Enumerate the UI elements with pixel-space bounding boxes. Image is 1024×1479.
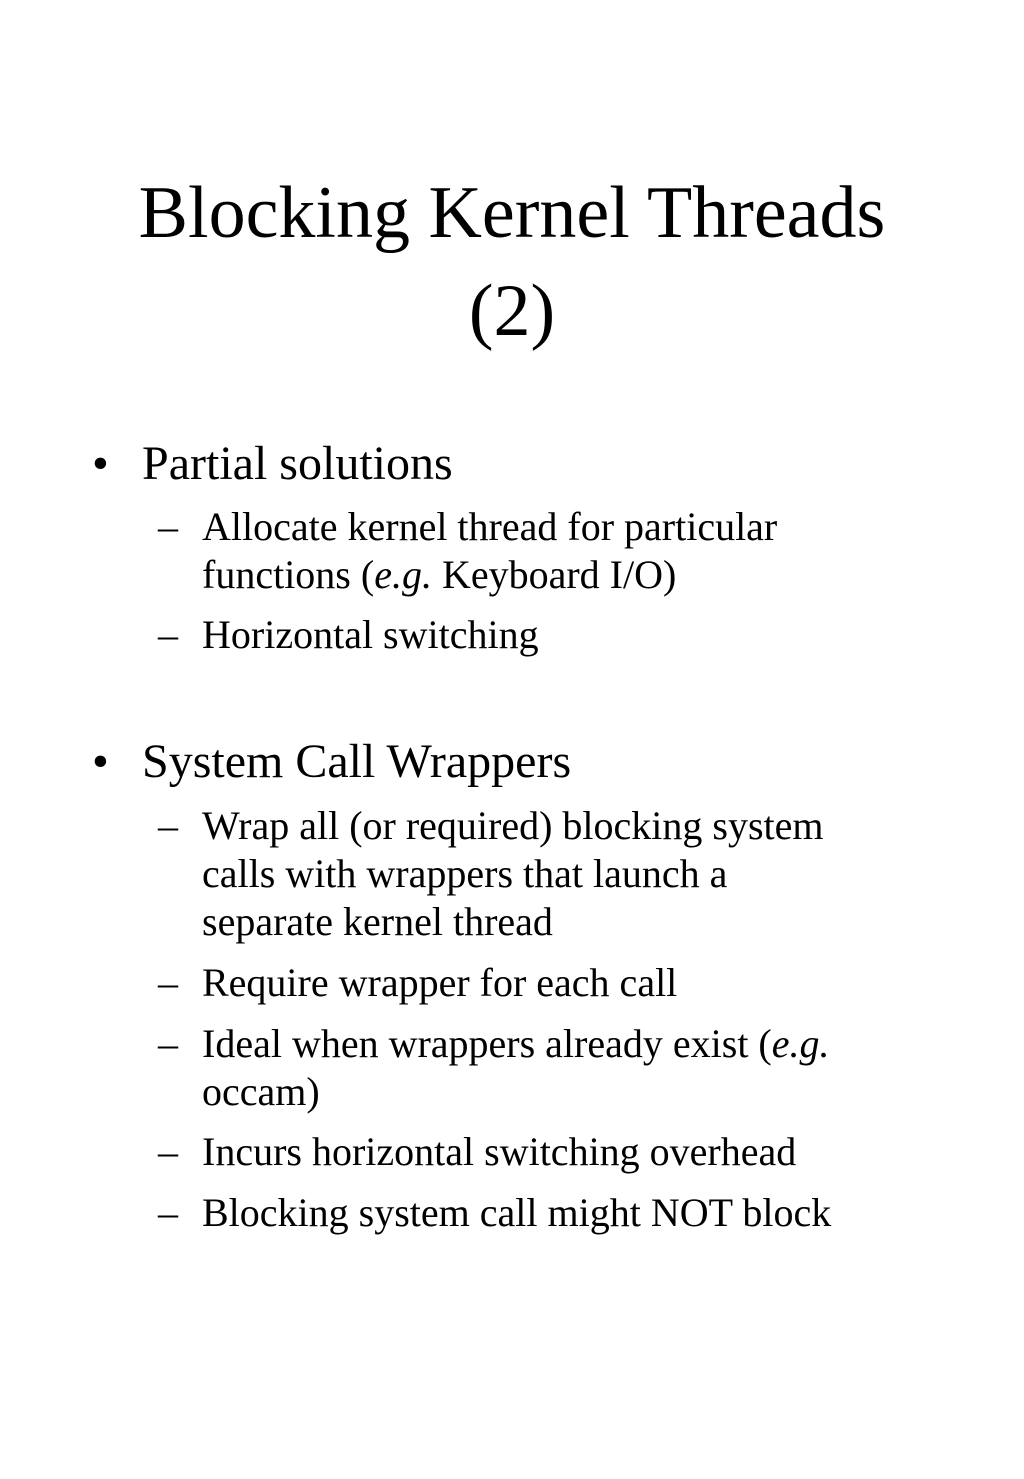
subitem-line: Wrap all (or required) blocking system	[202, 803, 824, 848]
subitem-line: Horizontal switching	[202, 612, 539, 657]
slide-title-line-1: Blocking Kernel Threads	[138, 172, 886, 254]
subitem-text: functions (	[202, 552, 375, 597]
subitem-emphasis: e.g.	[374, 552, 432, 597]
subitem-line: Allocate kernel thread for particular	[202, 504, 778, 549]
dash-icon: –	[158, 1129, 178, 1174]
subitem-emphasis: e.g.	[771, 1021, 830, 1066]
subitem-line: calls with wrappers that launch a	[202, 851, 728, 896]
subitem-text: Ideal when wrappers already exist (	[202, 1021, 772, 1066]
bullet-icon: •	[92, 437, 109, 490]
bullet-partial-solutions	[92, 436, 453, 492]
dash-icon: –	[158, 1190, 178, 1235]
slide-title-line-2: (2)	[468, 270, 556, 352]
bullet-system-call-wrappers	[92, 734, 571, 790]
dash-icon: –	[158, 612, 178, 657]
subitem-line: Blocking system call might NOT block	[202, 1190, 832, 1235]
subitem-line: separate kernel thread	[202, 899, 553, 944]
dash-icon: –	[158, 1021, 178, 1066]
subitem-line	[202, 1020, 830, 1068]
dash-icon: –	[158, 803, 178, 848]
subitem-text: Keyboard I/O)	[431, 552, 677, 597]
bullet-label: System Call Wrappers	[142, 735, 572, 788]
bullet-label: Partial solutions	[142, 437, 453, 490]
subitem-line	[202, 551, 777, 599]
bullet-icon: •	[92, 735, 109, 788]
dash-icon: –	[158, 504, 178, 549]
subitem-line: Require wrapper for each call	[202, 960, 678, 1005]
subitem-line: Incurs horizontal switching overhead	[202, 1129, 797, 1174]
dash-icon: –	[158, 960, 178, 1005]
slide-title	[0, 164, 1024, 360]
subitem-line: occam)	[202, 1069, 320, 1114]
